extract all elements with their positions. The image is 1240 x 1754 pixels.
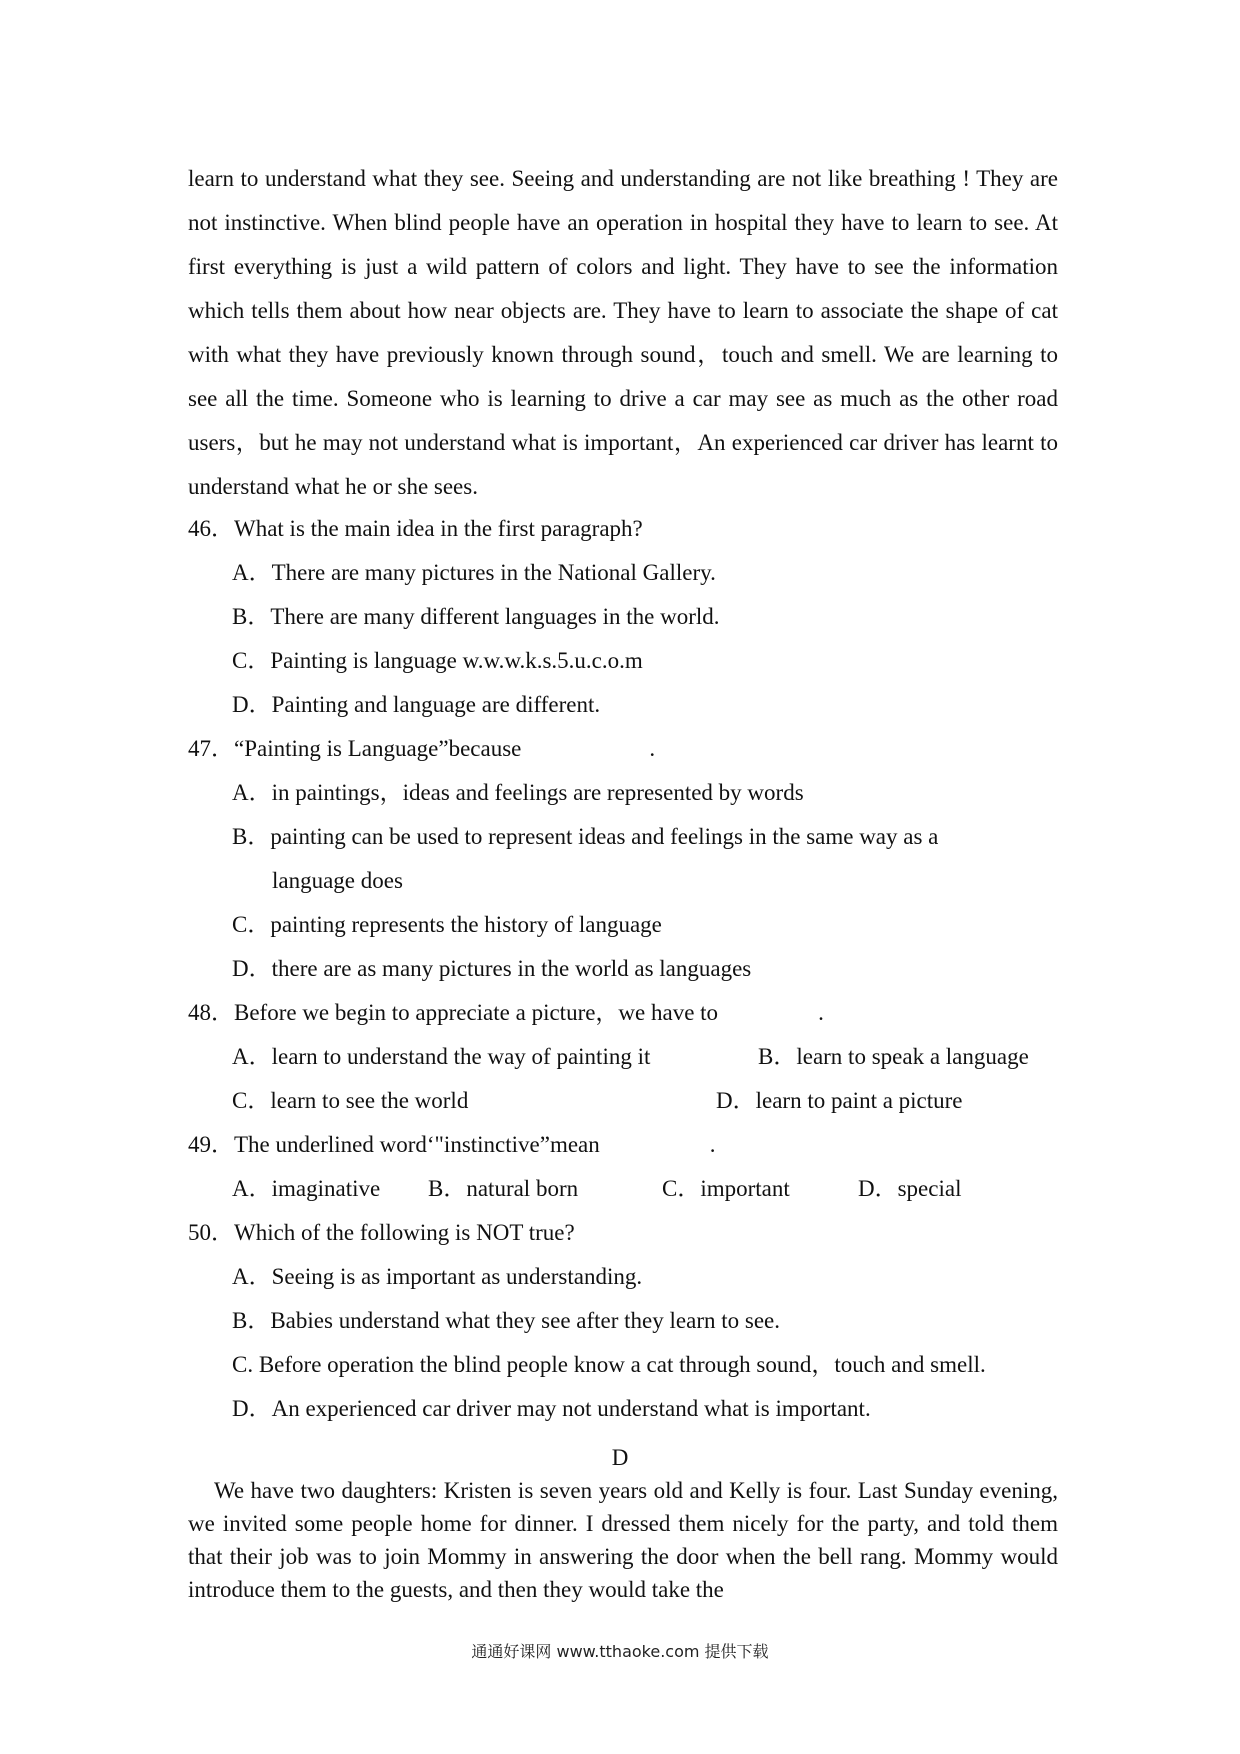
- option-b: [232, 815, 1058, 903]
- option-a: A．learn to understand the way of painting it: [232, 1044, 651, 1069]
- option-a: A．Seeing is as important as understanding.: [232, 1264, 643, 1289]
- option-c: C．important: [662, 1176, 790, 1201]
- question-stem-text: 48．Before we begin to appreciate a picture，we have to: [188, 1000, 719, 1025]
- option-d: D．learn to paint a picture: [716, 1088, 963, 1113]
- option-d: D．Painting and language are different.: [232, 692, 601, 717]
- question-47: [188, 727, 1058, 991]
- question-stem: 46．What is the main idea in the first paragraph?: [188, 516, 643, 541]
- question-stem: [188, 727, 1058, 771]
- option-b-line2: language does: [272, 868, 403, 893]
- option-c: C．Painting is language w.w.w.k.s.5.u.c.o.m: [232, 648, 643, 673]
- option-c: C. Before operation the blind people know a cat through sound，touch and smell.: [232, 1352, 986, 1377]
- option-b-line1: B．painting can be used to represent ideas and feelings in the same way as a: [232, 824, 939, 849]
- question-stem: 50．Which of the following is NOT true?: [188, 1220, 575, 1245]
- question-stem-text: 49．The underlined word‘"instinctive”mean: [188, 1132, 600, 1157]
- option-row: [232, 1079, 1058, 1123]
- option-c: C．painting represents the history of language: [232, 912, 662, 937]
- option-b: B．learn to speak a language: [758, 1044, 1029, 1069]
- blank-period: .: [649, 736, 656, 761]
- question-48: [188, 991, 1058, 1123]
- option-b: B．Babies understand what they see after they learn to see.: [232, 1308, 780, 1333]
- question-stem: [188, 991, 1058, 1035]
- option-a: A．in paintings，ideas and feelings are represented by words: [232, 780, 804, 805]
- blank-period: .: [818, 1000, 824, 1025]
- question-stem: [188, 1123, 1058, 1167]
- option-b: B．There are many different languages in the world.: [232, 604, 720, 629]
- passage-continuation: learn to understand what they see. Seeing and understanding are not like breathing ! They are not instinctive. When blind people have an operation in hospital they have to learn to see. At first everything is just a wild pattern of colors and light. They have to see the information which tells them about how near objects are. They have to learn to associate the shape of cat with what they have previously known through sound，touch and smell. We are learning to see all the time. Someone who is learning to drive a car may see as much as the other road users，but he may not understand what is important，An experienced car driver has learnt to understand what he or she sees.: [188, 166, 1058, 499]
- option-row: [232, 1035, 1058, 1079]
- option-d: D．special: [858, 1176, 962, 1201]
- option-d: D．An experienced car driver may not understand what is important.: [232, 1396, 871, 1421]
- option-c: C．learn to see the world: [232, 1088, 469, 1113]
- option-b: B．natural born: [428, 1176, 579, 1201]
- page-footer: 通通好课网 www.tthaoke.com 提供下载: [471, 1642, 769, 1661]
- option-a: A．There are many pictures in the National Gallery.: [232, 560, 716, 585]
- question-50: [188, 1211, 1058, 1431]
- question-49: [188, 1123, 1058, 1211]
- option-row: [232, 1167, 1058, 1211]
- question-stem-text: 47．“Painting is Language”because: [188, 736, 522, 761]
- question-46: [188, 507, 1058, 727]
- passage-d: We have two daughters: Kristen is seven years old and Kelly is four. Last Sunday evening, we invited some people home for dinner. I dressed them nicely for the party, and told them that their job was to join Mommy in answering the door when the bell rang. Mommy would introduce them to the guests, and then they would take the: [188, 1478, 1058, 1602]
- section-heading: D: [611, 1445, 629, 1470]
- blank-period: .: [709, 1132, 716, 1157]
- option-d: D．there are as many pictures in the world as languages: [232, 956, 752, 981]
- question-list: [188, 507, 1058, 1431]
- option-a: A．imaginative: [232, 1176, 381, 1201]
